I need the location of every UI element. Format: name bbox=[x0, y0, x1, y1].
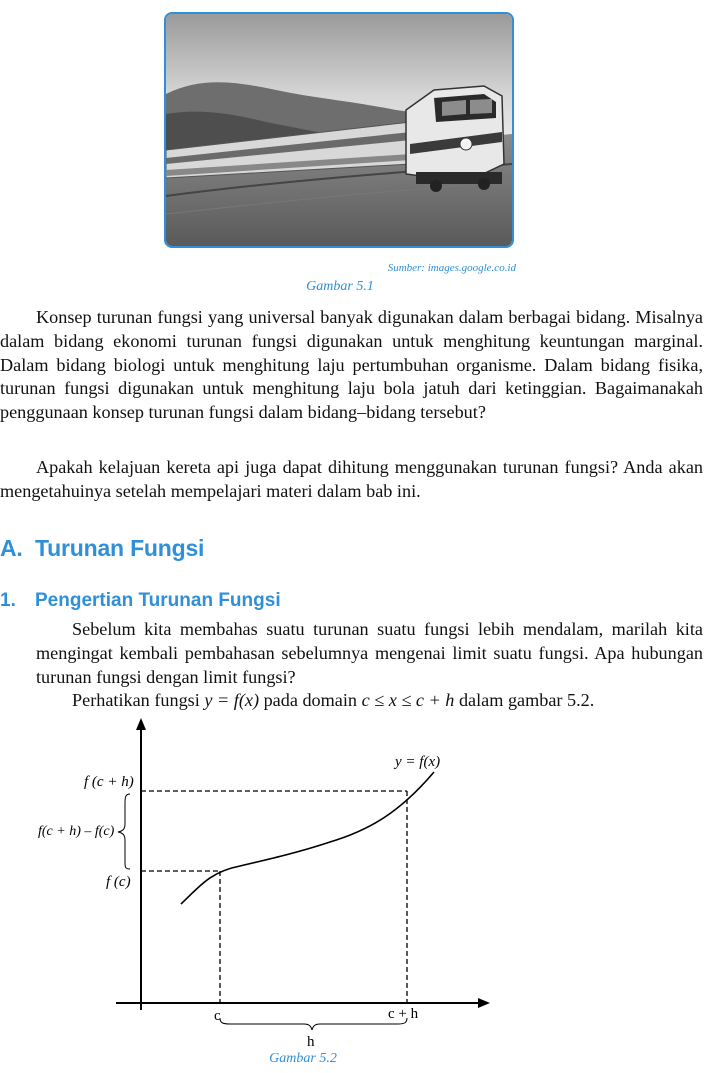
horizontal-brace bbox=[220, 1018, 407, 1030]
label-fch: f (c + h) bbox=[84, 774, 134, 790]
subsection-paragraph-2 bbox=[36, 689, 703, 713]
math-function: y = f(x) bbox=[204, 690, 260, 710]
intro-paragraph-2: Apakah kelajuan kereta api juga dapat dihitung menggunakan turunan fungsi? Anda akan mengetahuinya setelah mempelajari materi dalam bab ini. bbox=[0, 457, 703, 501]
text-run: Perhatikan fungsi bbox=[72, 690, 205, 710]
label-fc: f (c) bbox=[106, 874, 131, 890]
function-graph bbox=[0, 712, 705, 1073]
vertical-brace bbox=[118, 794, 130, 869]
figure-source: Sumber: images.google.co.id bbox=[387, 262, 516, 274]
train-photo bbox=[164, 12, 514, 248]
label-diff: f(c + h) – f(c) bbox=[38, 824, 115, 839]
x-axis-arrow bbox=[478, 998, 490, 1008]
label-h: h bbox=[307, 1034, 315, 1050]
section-heading bbox=[0, 535, 204, 562]
text-run: pada domain bbox=[259, 690, 362, 710]
figure-caption-5-1: Gambar 5.1 bbox=[306, 279, 374, 294]
section-number: A. bbox=[0, 535, 23, 561]
subsection-heading bbox=[0, 590, 281, 612]
label-ch: c + h bbox=[388, 1006, 419, 1022]
label-c: c bbox=[214, 1008, 221, 1024]
subsection-paragraph: Sebelum kita membahas suatu turunan suatu fungsi lebih mendalam, marilah kita mengingat kembali pembahasan sebelumnya mengenai limit suatu fungsi. Apa hubungan turunan fungsi dengan limit fungsi? bbox=[36, 619, 703, 687]
intro-paragraph: Konsep turunan fungsi yang universal banyak digunakan dalam berbagai bidang. Misalnya dalam bidang ekonomi turunan fungsi digunakan untuk menghitung keuntungan marginal. Dalam bidang biologi untuk menghitung laju pertumbuhan organisme. Dalam bidang fisika, turunan fungsi digunakan untuk menghitung laju bola jatuh dari ketinggian. Bagaimanakah penggunaan konsep turunan fungsi dalam bidang–bidang tersebut? bbox=[0, 307, 703, 423]
function-curve bbox=[181, 772, 434, 904]
figure-caption-5-2: Gambar 5.2 bbox=[269, 1051, 337, 1066]
subsection-number: 1. bbox=[0, 590, 16, 611]
subsection-title: Pengertian Turunan Fungsi bbox=[35, 590, 281, 611]
math-domain: c ≤ x ≤ c + h bbox=[361, 690, 455, 710]
curve-label: y = f(x) bbox=[395, 754, 441, 770]
section-title: Turunan Fungsi bbox=[35, 535, 205, 561]
text-run: dalam gambar 5.2. bbox=[454, 690, 595, 710]
y-axis-arrow bbox=[136, 718, 146, 730]
